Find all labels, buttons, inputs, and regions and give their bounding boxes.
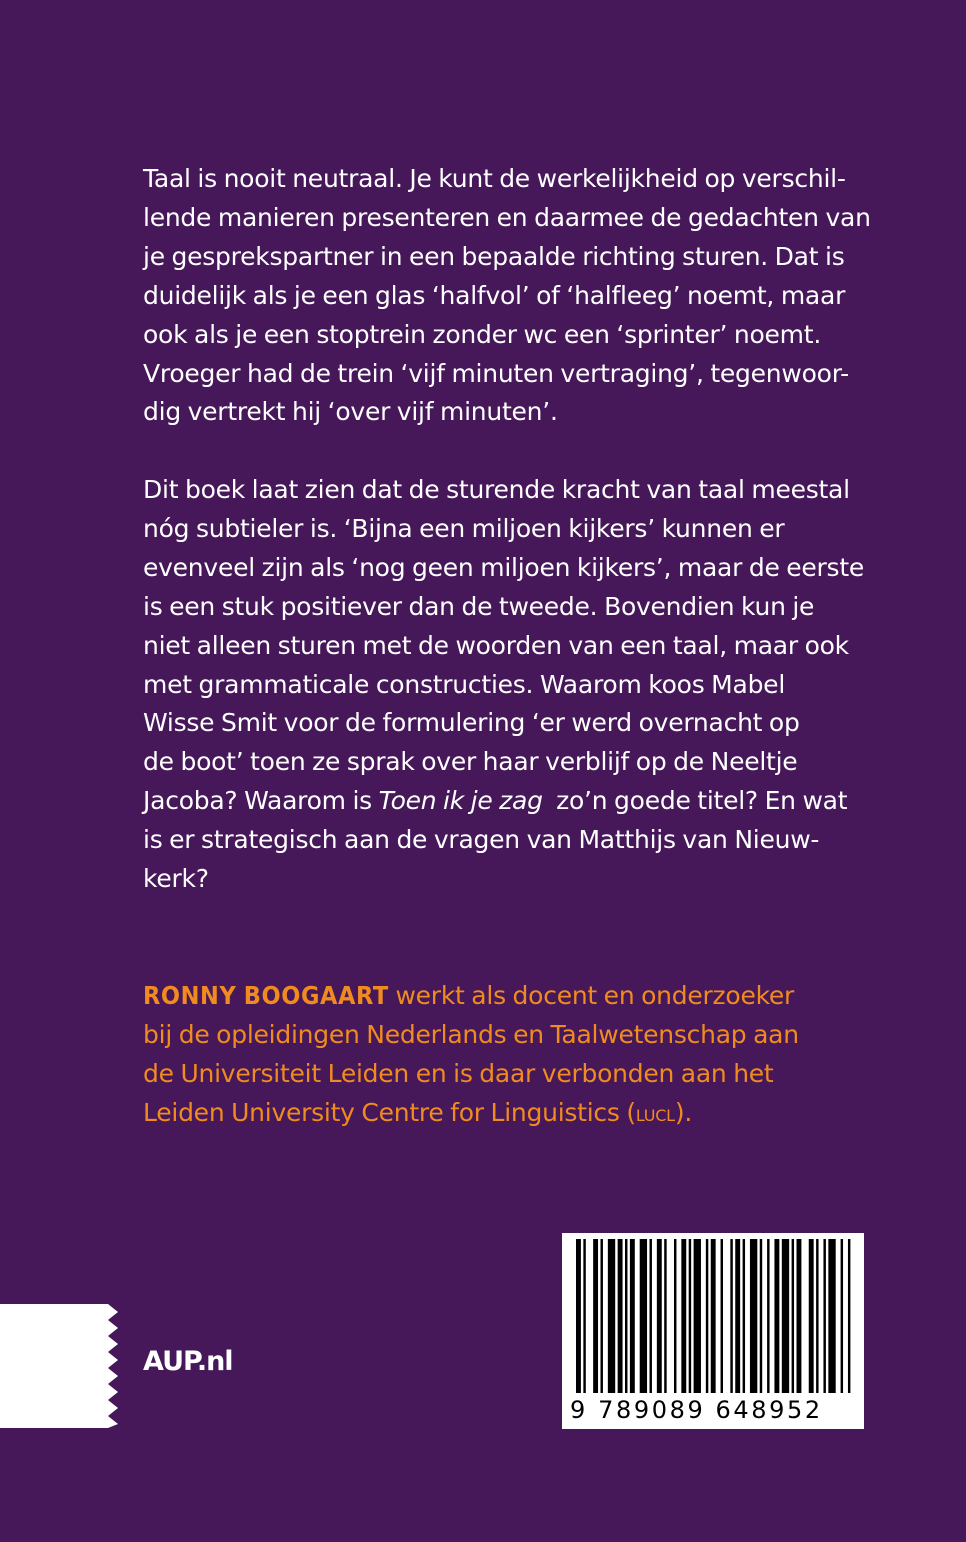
- barcode-bar: [809, 1239, 814, 1393]
- barcode-bar: [774, 1239, 779, 1393]
- barcode-bar: [674, 1239, 676, 1393]
- barcode-bar: [828, 1239, 835, 1393]
- blurb-line: met grammaticale constructies. Waarom koos Mabel: [143, 669, 786, 699]
- author-bio-line: de Universiteit Leiden en is daar verbonden aan het: [143, 1058, 774, 1088]
- barcode-bar: [576, 1239, 581, 1393]
- barcode-bar: [721, 1239, 723, 1393]
- barcode-bar: [706, 1239, 708, 1393]
- barcode-bar: [630, 1239, 635, 1393]
- author-bio-line: bij de opleidingen Nederlands en Taalwetenschap aan: [143, 1019, 799, 1049]
- publisher-url[interactable]: AUP.nl: [143, 1346, 233, 1377]
- barcode-bar: [664, 1239, 666, 1393]
- blurb-line: de boot’ toen ze sprak over haar verblijf op de Neeltje: [143, 747, 798, 777]
- isbn-number: 9 789089 648952: [570, 1396, 823, 1424]
- serrated-tab-icon: [0, 1304, 120, 1428]
- author-name: RONNY BOOGAART: [143, 981, 389, 1010]
- blurb-line: Wisse Smit voor de formulering ‘er werd overnacht op: [143, 708, 800, 738]
- barcode-bar: [782, 1239, 789, 1393]
- author-bio-text: Leiden University Centre for Linguistics (: [143, 1097, 636, 1127]
- blurb-line: je gesprekspartner in een bepaalde richting sturen. Dat is: [143, 241, 845, 271]
- blurb-text: zo’n goede titel? En wat: [542, 786, 848, 816]
- barcode-bar: [797, 1239, 802, 1393]
- blurb-line: evenveel zijn als ‘nog geen miljoen kijkers’, maar de eerste: [143, 552, 865, 582]
- blurb-line: is een stuk positiever dan de tweede. Bovendien kun je: [143, 591, 815, 621]
- publisher-logo-tab: [0, 1304, 120, 1428]
- barcode-bar: [711, 1239, 716, 1393]
- barcode-bar: [618, 1239, 623, 1393]
- barcode-bar: [792, 1239, 794, 1393]
- blurb-line: kerk?: [143, 864, 209, 894]
- blurb-line: Vroeger had de trein ‘vijf minuten vertraging’, tegenwoor-: [143, 358, 849, 388]
- blurb-line: lende manieren presenteren en daarmee de gedachten van: [143, 202, 871, 232]
- barcode-bar: [743, 1239, 745, 1393]
- barcode-bar: [816, 1239, 818, 1393]
- barcode-bar: [848, 1239, 850, 1393]
- blurb-text: Jacoba? Waarom is: [143, 786, 379, 816]
- blurb-paragraph-2: [143, 471, 883, 899]
- lucl-abbreviation: lucl: [635, 1100, 675, 1127]
- blurb-line-with-title: [143, 782, 883, 821]
- isbn-barcode: [562, 1233, 864, 1429]
- book-title-italic: Toen ik je zag: [378, 786, 543, 816]
- barcode-bar: [750, 1239, 757, 1393]
- author-bio-text: werkt als docent en onderzoeker: [388, 981, 795, 1010]
- barcode-bar: [681, 1239, 686, 1393]
- barcode-bar: [841, 1239, 843, 1393]
- barcode-bar: [657, 1239, 662, 1393]
- barcode-bar: [694, 1239, 701, 1393]
- barcode-bar: [823, 1239, 825, 1393]
- barcode-bar: [640, 1239, 647, 1393]
- barcode-bar: [767, 1239, 769, 1393]
- barcode-bar: [760, 1239, 762, 1393]
- author-bio-text: ).: [674, 1097, 693, 1127]
- blurb-line: dig vertrekt hij ‘over vijf minuten’.: [143, 397, 558, 427]
- blurb-paragraph-1: [143, 160, 883, 432]
- blurb-line: Dit boek laat zien dat de sturende kracht van taal meestal: [143, 475, 850, 504]
- barcode-bar: [608, 1239, 615, 1393]
- blurb-line: duidelijk als je een glas ‘halfvol’ of ‘halfleeg’ noemt, maar: [143, 280, 846, 310]
- barcode-bar: [689, 1239, 691, 1393]
- barcode-bar: [730, 1239, 732, 1393]
- author-bio-line: [143, 1094, 883, 1134]
- blurb-line: is er strategisch aan de vragen van Matthijs van Nieuw-: [143, 825, 820, 855]
- author-bio: [143, 977, 883, 1134]
- barcode-bar: [650, 1239, 652, 1393]
- blurb-line: ook als je een stoptrein zonder wc een ‘sprinter’ noemt.: [143, 319, 822, 349]
- blurb-line: Taal is nooit neutraal. Je kunt de werkelijkheid op verschil-: [143, 164, 846, 193]
- barcode-bar: [735, 1239, 740, 1393]
- barcode-bar: [625, 1239, 627, 1393]
- blurb-line: nóg subtieler is. ‘Bijna een miljoen kijkers’ kunnen er: [143, 513, 785, 543]
- blurb-line: niet alleen sturen met de woorden van een taal, maar ook: [143, 630, 849, 660]
- barcode-bar: [583, 1239, 585, 1393]
- author-bio-line: [143, 977, 883, 1016]
- barcode-bar: [601, 1239, 603, 1393]
- barcode-bar: [593, 1239, 598, 1393]
